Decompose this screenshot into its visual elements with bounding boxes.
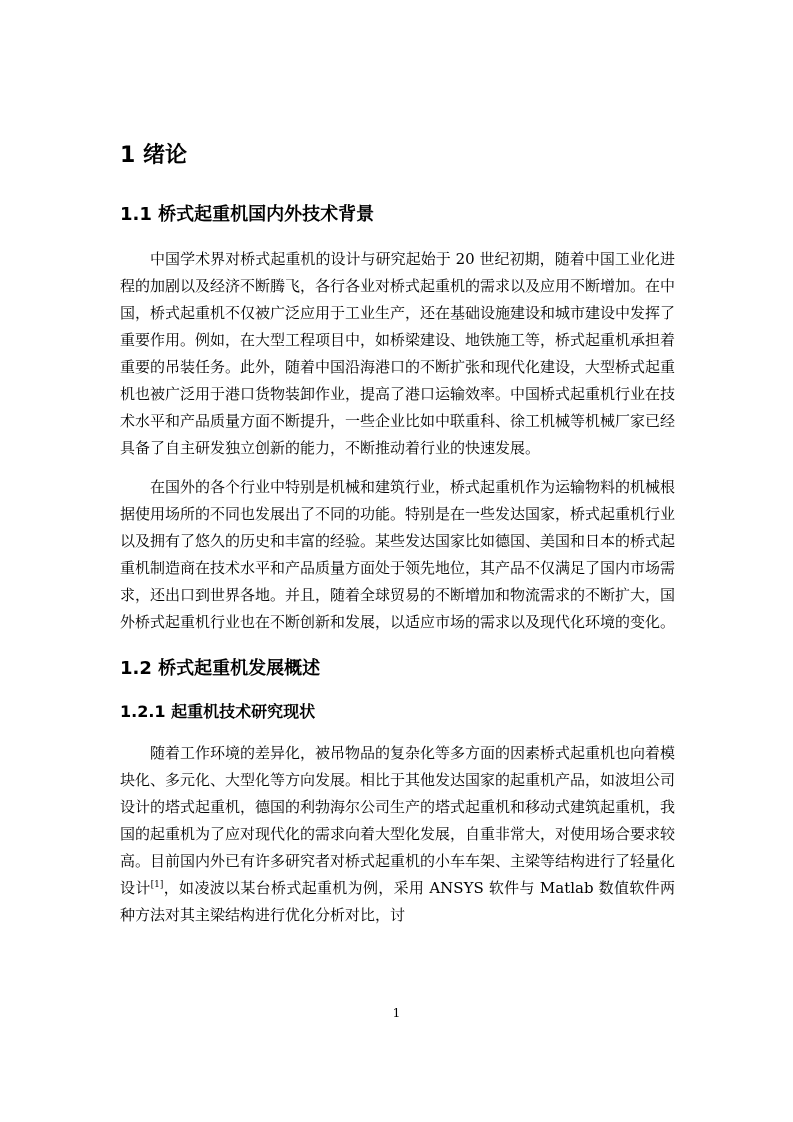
page-number: 1 bbox=[392, 1006, 401, 1020]
paragraph bbox=[120, 740, 675, 929]
citation-marker[interactable]: [1] bbox=[150, 880, 164, 890]
page-content bbox=[120, 140, 675, 941]
paragraph-text: ，如凌波以某台桥式起重机为例，采用 ANSYS 软件与 Matlab 数值软件两种方法对其主梁结构进行优化分析对比，讨 bbox=[120, 879, 675, 924]
section-title-1-2: 1.2 桥式起重机发展概述 bbox=[120, 658, 321, 679]
paragraph: 在国外的各个行业中特别是机械和建筑行业，桥式起重机作为运输物料的机械根据使用场所的不同也发展出了不同的功能。特别是在一些发达国家，桥式起重机行业以及拥有了悠久的历史和丰富的经验。某些发达国家比如德国、美国和日本的桥式起重机制造商在技术水平和产品质量方面处于领先地位，其产品不仅满足了国内市场需求，还出口到世界各地。并且，随着全球贸易的不断增加和物流需求的不断扩大，国外桥式起重机行业也在不断创新和发展，以适应市场的需求以及现代化环境的变化。 bbox=[120, 478, 676, 631]
section-title-1-1: 1.1 桥式起重机国内外技术背景 bbox=[120, 204, 375, 225]
subsection-title-1-2-1: 1.2.1 起重机技术研究现状 bbox=[120, 702, 316, 721]
paragraph-text: 随着工作环境的差异化，被吊物品的复杂化等多方面的因素桥式起重机也向着模块化、多元化、大型化等方向发展。相比于其他发达国家的起重机产品，如波坦公司设计的塔式起重机，德国的利勃海尔公司生产的塔式起重机和移动式建筑起重机，我国的起重机为了应对现代化的需求向着大型化发展，自重非常大，对使用场合要求较高。目前国内外已有许多研究者对桥式起重机的小车车架、主梁等结构进行了轻量化设计 bbox=[120, 744, 676, 897]
paragraph: 中国学术界对桥式起重机的设计与研究起始于 20 世纪初期，随着中国工业化进程的加剧以及经济不断腾飞，各行各业对桥式起重机的需求以及应用不断增加。在中国，桥式起重机不仅被广泛应用于工业生产，还在基础设施建设和城市建设中发挥了重要作用。例如，在大型工程项目中，如桥梁建设、地铁施工等，桥式起重机承担着重要的吊装任务。此外，随着中国沿海港口的不断扩张和现代化建设，大型桥式起重机也被广泛用于港口货物装卸作业，提高了港口运输效率。中国桥式起重机行业在技术水平和产品质量方面不断提升，一些企业比如中联重科、徐工机械等机械厂家已经具备了自主研发独立创新的能力，不断推动着行业的快速发展。 bbox=[120, 250, 676, 457]
chapter-title: 1 绪论 bbox=[120, 143, 187, 168]
